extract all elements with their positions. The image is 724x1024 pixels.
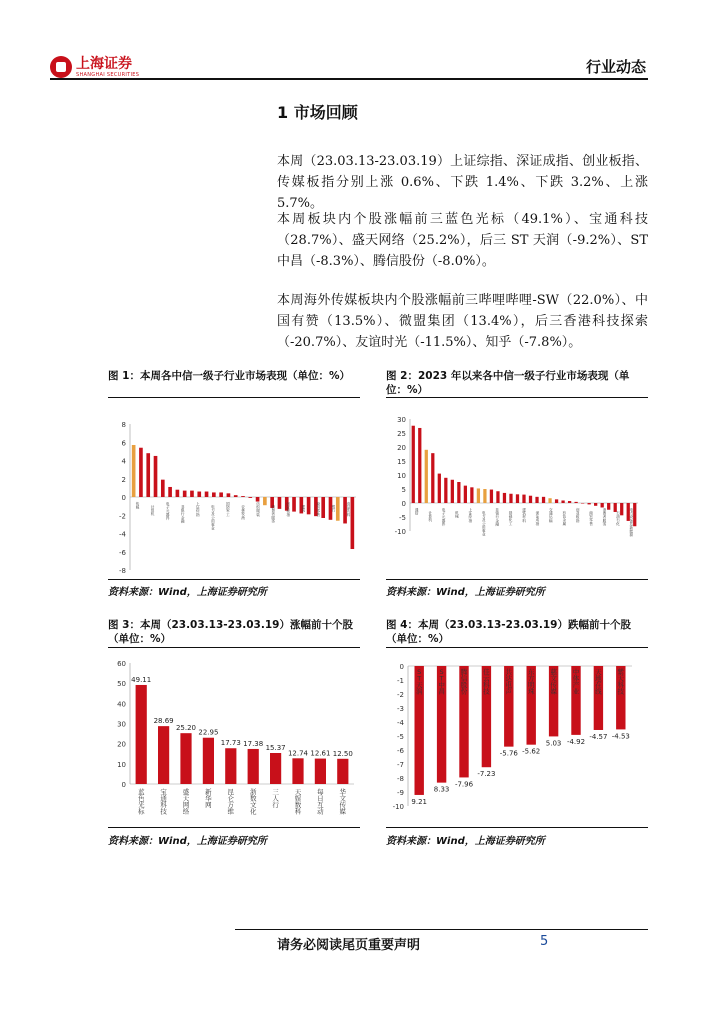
- bar: [412, 426, 415, 503]
- y-tick-label: 6: [121, 439, 126, 448]
- report-category: 行业动态: [585, 58, 646, 76]
- data-label: -7.96: [454, 780, 474, 789]
- x-tick-label: 创业板指: [286, 502, 290, 517]
- y-tick-label: 25: [397, 430, 406, 438]
- y-tick-label: -6: [119, 548, 126, 557]
- bar: [292, 497, 296, 512]
- bar: [227, 493, 231, 497]
- y-tick-label: -7: [397, 761, 404, 769]
- figure-3-title: 图 3：本周（23.03.13-23.03.19）涨幅前十个股（单位：%）: [108, 619, 353, 645]
- bar: [451, 480, 454, 503]
- bar: [483, 489, 486, 503]
- bar: [496, 491, 499, 503]
- x-tick-label: S T 天润: [415, 668, 423, 696]
- x-tick-label: 消费者服务: [602, 508, 607, 527]
- figure-1-top-rule: [108, 397, 360, 398]
- bar: [522, 495, 525, 503]
- figure-1-title: 图 1：本周各中信一级子行业市场表现（单位：%）: [108, 370, 350, 382]
- figure-4-chart: [386, 650, 648, 826]
- paragraph-overseas-movers: 本周海外传媒板块内个股涨幅前三哔哩哔哩-SW（22.0%）、中国有赞（13.5%）、微盟集团（13.4%），后三香港科技探索（-20.7%）、友谊时光（-11.5%）、知乎（-7.8%）。: [277, 293, 648, 350]
- figure-4-bottom-rule: [386, 827, 648, 828]
- y-tick-label: -10: [394, 528, 406, 536]
- x-tick-label: 佳云科技: [483, 668, 490, 696]
- x-tick-label: 纺织服装: [256, 502, 260, 517]
- data-label: 25.20: [175, 724, 197, 733]
- y-tick-label: -9: [397, 789, 404, 797]
- x-tick-label: 新华网: [205, 788, 212, 809]
- y-tick-label: -3: [397, 705, 404, 713]
- y-tick-label: -5: [399, 514, 406, 522]
- x-tick-label: 腾信股份: [460, 668, 468, 696]
- footer-disclaimer: 请务必阅读尾页重要声明: [277, 938, 421, 953]
- bar: [183, 491, 187, 497]
- data-label: -4.53: [611, 732, 630, 741]
- x-tick-label: 机械: [455, 511, 459, 519]
- bar: [470, 487, 473, 503]
- data-label: 8.33: [433, 785, 450, 794]
- data-label: 22.95: [198, 728, 219, 737]
- y-tick-label: 40: [117, 700, 126, 709]
- x-tick-label: 基础化工: [508, 511, 513, 526]
- bar: [425, 450, 428, 503]
- bar: [278, 497, 282, 509]
- figure-2-source: 资料来源：Wind，上海证券研究所: [386, 587, 545, 598]
- bar: [161, 480, 165, 497]
- bar: [205, 492, 209, 497]
- bar: [535, 497, 538, 503]
- y-tick-label: 10: [397, 472, 406, 480]
- figure-1-bottom-rule: [108, 579, 360, 580]
- x-tick-label: 非银行金融: [495, 508, 499, 527]
- figure-2-chart: [386, 400, 648, 578]
- x-tick-label: 上证综指: [468, 508, 473, 523]
- bar: [594, 503, 597, 506]
- bar: [248, 749, 259, 784]
- x-tick-label: 中体产业: [572, 668, 580, 696]
- data-label: -5.76: [499, 749, 518, 758]
- footer-divider: [235, 929, 648, 930]
- x-tick-label: 建筑材料: [522, 508, 526, 523]
- x-tick-label: 东方明珠: [527, 668, 535, 696]
- figure-3-chart: [108, 650, 360, 826]
- figure-4-source: 资料来源：Wind，上海证券研究所: [386, 836, 545, 847]
- x-tick-label: 华文传媒: [339, 788, 347, 816]
- x-tick-label: 计算机: [150, 505, 155, 517]
- figure-4-top-rule: [386, 647, 648, 648]
- data-label: 17.38: [243, 739, 264, 748]
- bar: [136, 685, 147, 784]
- x-tick-label: 电力及公用事业: [481, 511, 486, 537]
- x-tick-label: 国防军工: [226, 502, 230, 517]
- x-tick-label: 共达电声: [505, 668, 513, 696]
- header-divider: [50, 78, 648, 80]
- bar: [561, 500, 564, 503]
- data-label: 5.03: [545, 739, 562, 748]
- logo-mark-icon: [50, 56, 72, 78]
- bar: [581, 503, 584, 504]
- bar: [574, 502, 577, 503]
- y-tick-label: 0: [401, 500, 406, 508]
- figure-3-top-rule: [108, 647, 360, 648]
- x-tick-label: 电子元器件: [441, 508, 446, 527]
- bar: [588, 503, 591, 504]
- x-tick-label: 通信: [414, 508, 419, 516]
- figure-1-source: 资料来源：Wind，上海证券研究所: [108, 587, 267, 598]
- bar: [418, 428, 421, 503]
- bar: [516, 494, 519, 503]
- bar: [263, 497, 267, 505]
- bar: [154, 456, 158, 497]
- bar: [444, 478, 447, 503]
- x-tick-label: 三人行: [272, 788, 279, 809]
- bar: [190, 491, 194, 497]
- bar: [336, 497, 340, 521]
- bar: [146, 453, 150, 497]
- bar: [503, 493, 506, 503]
- data-label: 15.37: [265, 744, 286, 753]
- logo-text-en: SHANGHAI SECURITIES: [76, 72, 140, 78]
- company-logo: [50, 56, 160, 80]
- x-tick-label: 电力设备及新能源: [629, 508, 634, 538]
- bar: [607, 503, 610, 510]
- bar: [464, 486, 467, 503]
- x-tick-label: 天娱数科: [294, 788, 302, 816]
- y-tick-label: 20: [117, 740, 126, 749]
- x-tick-label: 电力及公用事业: [211, 505, 215, 531]
- data-label: 49.11: [131, 675, 152, 684]
- bar: [132, 445, 136, 497]
- bar: [234, 495, 238, 497]
- y-tick-label: 15: [397, 458, 406, 466]
- x-tick-label: 昆仑万维: [227, 788, 235, 816]
- bar: [321, 497, 325, 518]
- y-tick-label: -2: [119, 512, 126, 521]
- data-label: 12.50: [332, 749, 353, 758]
- x-tick-label: 食品饮料: [346, 502, 351, 517]
- bar: [180, 733, 191, 784]
- data-label: 12.61: [310, 749, 331, 758]
- y-tick-label: -6: [397, 747, 404, 755]
- y-tick-label: -8: [119, 567, 126, 575]
- data-label: 28.69: [153, 717, 174, 726]
- y-tick-label: 0: [121, 781, 126, 789]
- bar: [139, 448, 143, 497]
- bar: [555, 499, 558, 503]
- bar: [315, 759, 326, 784]
- figure-4-title: 图 4：本周（23.03.13-23.03.19）跌幅前十个股（单位：%）: [386, 619, 631, 645]
- bar: [248, 497, 252, 498]
- y-tick-label: 0: [121, 494, 126, 502]
- bar: [529, 496, 532, 503]
- bar: [457, 482, 460, 503]
- figure-2-top-rule: [386, 397, 648, 398]
- x-tick-label: 计算机: [428, 511, 432, 523]
- x-tick-label: 天地在线: [595, 668, 602, 696]
- bar: [620, 503, 623, 515]
- bar: [438, 474, 441, 503]
- data-label: -7.23: [477, 770, 496, 779]
- x-tick-label: 蓝色光标: [137, 788, 145, 816]
- y-tick-label: 4: [121, 457, 126, 466]
- x-tick-label: 浙数文化: [249, 788, 257, 816]
- bar: [225, 748, 236, 784]
- data-label: 12.74: [287, 749, 309, 758]
- x-tick-label: 慈文传媒: [550, 668, 557, 696]
- bar: [307, 497, 311, 514]
- bar: [158, 726, 169, 784]
- y-tick-label: 8: [121, 421, 126, 429]
- paragraph-stock-movers: 本周板块内个股涨幅前三蓝色光标（49.1%）、宝通科技（28.7%）、盛天网络（25.2%），后三 ST 天润（-9.2%）、ST 中昌（-8.3%）、腾信股份（-8.0%）。: [277, 212, 648, 269]
- bar: [212, 492, 216, 497]
- data-label: 9.21: [411, 797, 427, 806]
- bar: [542, 497, 545, 503]
- x-tick-label: 有色金属: [562, 511, 567, 526]
- bar: [270, 753, 281, 784]
- bar: [351, 497, 355, 549]
- y-tick-label: 20: [397, 444, 406, 452]
- x-tick-label: 深证成指: [535, 511, 540, 526]
- bar: [633, 503, 636, 526]
- x-tick-label: 交通运输: [549, 508, 553, 523]
- x-tick-label: 盛天网络: [182, 788, 190, 816]
- y-tick-label: -2: [397, 691, 404, 699]
- y-tick-label: 50: [117, 680, 126, 689]
- bar: [203, 738, 214, 784]
- bar: [292, 758, 303, 784]
- bar: [197, 492, 201, 497]
- y-tick-label: 60: [117, 660, 126, 668]
- x-tick-label: 银行: [331, 505, 336, 513]
- data-label: 17.73: [220, 739, 241, 748]
- data-label: -4.92: [566, 737, 586, 746]
- y-tick-label: -4: [397, 719, 404, 727]
- figure-3-source: 资料来源：Wind，上海证券研究所: [108, 836, 267, 847]
- y-tick-label: -4: [119, 530, 126, 539]
- x-tick-label: 传媒: [135, 502, 140, 510]
- page-number: 5: [540, 934, 549, 949]
- figure-1-chart: [108, 400, 360, 578]
- x-tick-label: 商贸零售: [316, 502, 321, 517]
- bar: [568, 501, 571, 503]
- bar: [490, 490, 493, 503]
- x-tick-label: 石油石化: [616, 511, 620, 526]
- x-tick-label: 创业板指: [575, 508, 580, 523]
- data-label: -5.62: [522, 747, 541, 756]
- figure-3-bottom-rule: [108, 827, 360, 828]
- bar: [337, 759, 348, 784]
- y-tick-label: 10: [117, 760, 126, 769]
- figure-2-bottom-rule: [386, 579, 648, 580]
- bar: [477, 488, 480, 503]
- bar: [241, 496, 245, 497]
- bar: [176, 490, 180, 497]
- x-tick-label: 紫天科技: [617, 668, 625, 696]
- y-tick-label: -8: [397, 775, 404, 783]
- paragraph-index-summary: 本周（23.03.13-23.03.19）上证综指、深证成指、创业板指、传媒板指分别上涨 0.6%、下跌 1.4%、下跌 3.2%、上涨 5.7%。: [277, 154, 648, 211]
- x-tick-label: S T 中昌: [438, 668, 445, 696]
- bar: [431, 453, 434, 503]
- y-tick-label: -5: [397, 733, 404, 741]
- x-tick-label: 商贸零售: [589, 511, 593, 526]
- figure-2-title: 图 2：2023 年以来各中信一级子行业市场表现（单位：%）: [386, 370, 630, 396]
- y-tick-label: 30: [397, 416, 406, 424]
- bar: [509, 494, 512, 503]
- x-tick-label: 每日互动: [317, 788, 324, 816]
- y-tick-label: 0: [399, 663, 404, 671]
- y-tick-label: 2: [121, 475, 126, 484]
- x-tick-label: 宝通科技: [160, 788, 167, 816]
- bar: [548, 498, 551, 503]
- bar: [168, 487, 172, 497]
- y-tick-label: 30: [117, 720, 126, 729]
- x-tick-label: 消费者服务: [271, 505, 275, 524]
- x-tick-label: 电子元器件: [165, 502, 170, 521]
- bar: [219, 492, 223, 497]
- y-tick-label: 5: [401, 486, 406, 494]
- x-tick-label: 农林牧渔: [241, 505, 245, 520]
- bar: [256, 497, 260, 502]
- logo-text-cn: 上海证券: [76, 56, 132, 72]
- x-tick-label: 上证综指: [196, 502, 200, 517]
- x-tick-label: 建筑: [301, 505, 306, 513]
- data-label: -4.57: [589, 732, 608, 741]
- bar: [601, 503, 604, 507]
- x-tick-label: 非银行金融: [180, 505, 185, 524]
- y-tick-label: -10: [392, 803, 404, 811]
- section-title: 1 市场回顾: [277, 103, 358, 122]
- y-tick-label: -1: [397, 677, 404, 685]
